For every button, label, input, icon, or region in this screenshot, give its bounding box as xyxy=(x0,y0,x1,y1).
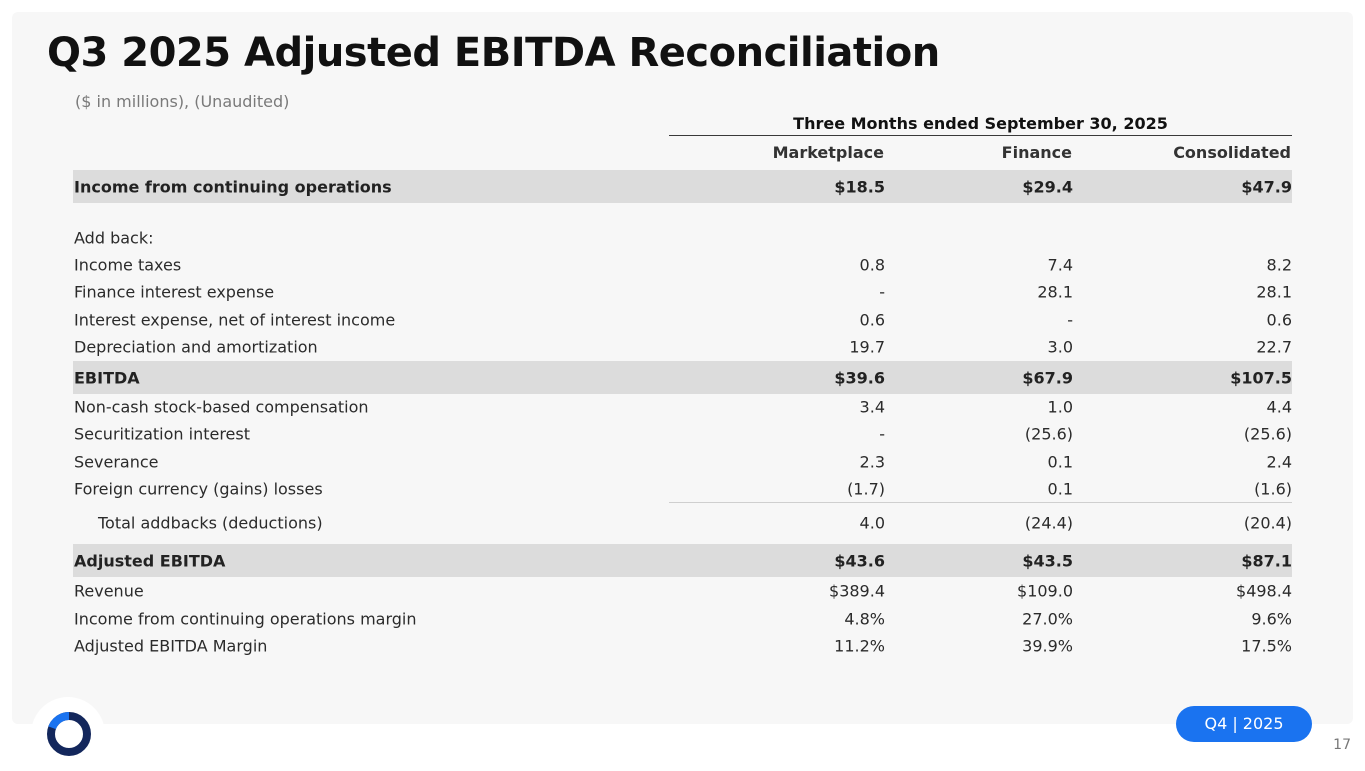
cell-consolidated: 8.2 xyxy=(1266,255,1292,274)
table-row xyxy=(73,251,1292,278)
table-row xyxy=(73,333,1292,360)
cell-marketplace: - xyxy=(879,424,885,443)
row-label: Interest expense, net of interest income xyxy=(74,310,396,329)
cell-finance: 28.1 xyxy=(1037,282,1073,301)
cell-finance: 1.0 xyxy=(1047,397,1073,416)
table-row xyxy=(73,577,1292,604)
cell-consolidated: $47.9 xyxy=(1241,177,1292,196)
cell-marketplace: 2.3 xyxy=(859,452,885,471)
cell-consolidated: 22.7 xyxy=(1256,337,1292,356)
period-header: Three Months ended September 30, 2025 xyxy=(669,114,1292,136)
cell-consolidated: (1.6) xyxy=(1254,479,1292,498)
quarter-badge: Q4 | 2025 xyxy=(1176,706,1312,742)
cell-finance: $109.0 xyxy=(1017,581,1073,600)
cell-marketplace: 4.8% xyxy=(844,609,885,628)
table-row xyxy=(73,509,1292,536)
row-label: Revenue xyxy=(74,581,144,600)
cell-marketplace: 4.0 xyxy=(859,513,885,532)
cell-finance: 0.1 xyxy=(1047,452,1073,471)
row-label: Finance interest expense xyxy=(74,282,275,301)
column-header-finance: Finance xyxy=(1001,143,1072,162)
cell-finance: 3.0 xyxy=(1047,337,1073,356)
cell-consolidated: 2.4 xyxy=(1266,452,1292,471)
cell-consolidated: $498.4 xyxy=(1236,581,1292,600)
cell-finance: - xyxy=(1067,310,1073,329)
row-label: Total addbacks (deductions) xyxy=(98,513,323,532)
cell-marketplace: 11.2% xyxy=(834,636,885,655)
row-label: EBITDA xyxy=(74,368,140,387)
cell-marketplace: $18.5 xyxy=(834,177,885,196)
table-row xyxy=(73,475,1292,502)
cell-consolidated: 9.6% xyxy=(1251,609,1292,628)
table-row xyxy=(73,544,1292,577)
cell-consolidated: $87.1 xyxy=(1241,551,1292,570)
ring-logo-icon xyxy=(44,709,94,759)
cell-consolidated: 0.6 xyxy=(1266,310,1292,329)
page-number: 17 xyxy=(1333,737,1351,753)
cell-marketplace: $43.6 xyxy=(834,551,885,570)
cell-finance: 39.9% xyxy=(1022,636,1073,655)
table-row xyxy=(73,224,1292,251)
cell-marketplace: 0.8 xyxy=(859,255,885,274)
cell-marketplace: - xyxy=(879,282,885,301)
row-label: Depreciation and amortization xyxy=(74,337,318,356)
cell-finance: $67.9 xyxy=(1022,368,1073,387)
table-row xyxy=(73,632,1292,659)
column-header-marketplace: Marketplace xyxy=(772,143,884,162)
cell-marketplace: (1.7) xyxy=(847,479,885,498)
page-title: Q3 2025 Adjusted EBITDA Reconciliation xyxy=(47,30,940,76)
cell-finance: $29.4 xyxy=(1022,177,1073,196)
column-header-consolidated: Consolidated xyxy=(1173,143,1291,162)
cell-finance: 27.0% xyxy=(1022,609,1073,628)
cell-finance: 7.4 xyxy=(1047,255,1073,274)
cell-marketplace: 19.7 xyxy=(849,337,885,356)
table-row xyxy=(73,306,1292,333)
cell-consolidated: (20.4) xyxy=(1243,513,1292,532)
company-logo xyxy=(31,697,105,771)
table-row xyxy=(73,393,1292,420)
row-label: Non-cash stock-based compensation xyxy=(74,397,369,416)
cell-marketplace: $389.4 xyxy=(829,581,885,600)
row-label: Income taxes xyxy=(74,255,182,274)
cell-finance: 0.1 xyxy=(1047,479,1073,498)
cell-consolidated: (25.6) xyxy=(1243,424,1292,443)
cell-finance: $43.5 xyxy=(1022,551,1073,570)
cell-consolidated: 28.1 xyxy=(1256,282,1292,301)
table-row xyxy=(73,278,1292,305)
cell-finance: (25.6) xyxy=(1024,424,1073,443)
row-label: Adjusted EBITDA Margin xyxy=(74,636,268,655)
row-label: Foreign currency (gains) losses xyxy=(74,479,323,498)
row-label: Adjusted EBITDA xyxy=(74,551,226,570)
cell-consolidated: 4.4 xyxy=(1266,397,1292,416)
row-label: Severance xyxy=(74,452,159,471)
table-row xyxy=(73,605,1292,632)
row-label: Add back: xyxy=(74,228,154,247)
table-row xyxy=(73,361,1292,394)
row-label: Income from continuing operations xyxy=(74,177,392,196)
table-row xyxy=(73,420,1292,447)
cell-consolidated: $107.5 xyxy=(1230,368,1292,387)
cell-marketplace: $39.6 xyxy=(834,368,885,387)
cell-marketplace: 0.6 xyxy=(859,310,885,329)
cell-finance: (24.4) xyxy=(1024,513,1073,532)
row-label: Income from continuing operations margin xyxy=(74,609,417,628)
cell-marketplace: 3.4 xyxy=(859,397,885,416)
table-row xyxy=(73,448,1292,475)
page-subtitle: ($ in millions), (Unaudited) xyxy=(75,92,290,111)
table-row xyxy=(73,170,1292,203)
subtotal-divider xyxy=(669,502,1292,503)
cell-consolidated: 17.5% xyxy=(1241,636,1292,655)
row-label: Securitization interest xyxy=(74,424,250,443)
